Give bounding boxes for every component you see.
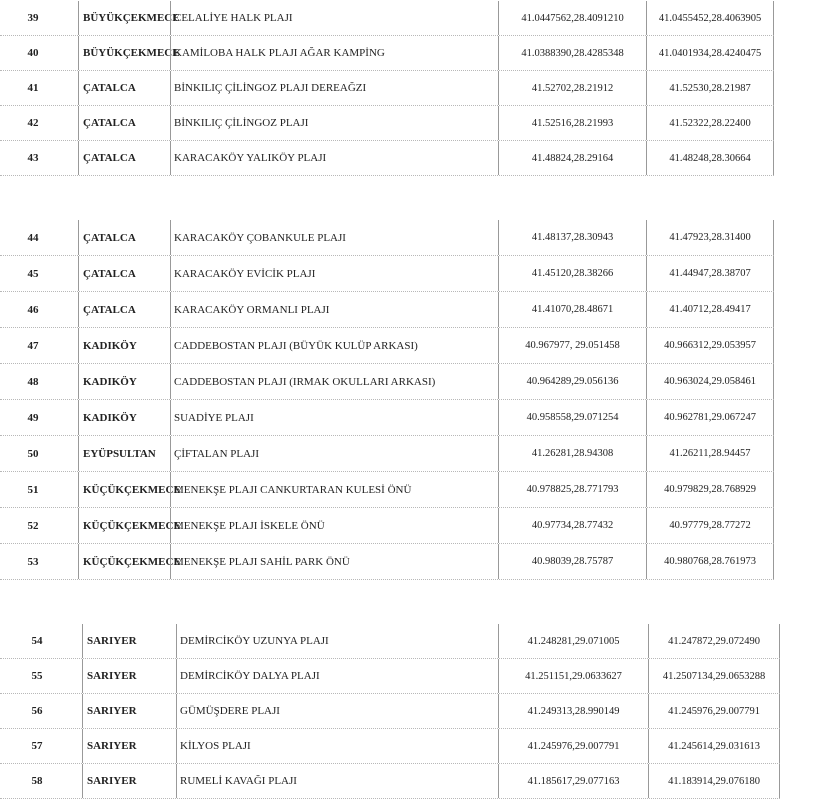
table-row (0, 106, 774, 141)
end-coordinate-cell: 41.47923,28.31400 (646, 220, 774, 255)
row-number: 39 (27, 12, 39, 24)
start-coordinate-cell: 41.48824,28.29164 (498, 141, 646, 175)
district-cell: SARIYER (82, 729, 174, 763)
beach-table-block-1 (0, 0, 814, 174)
start-coordinate-cell: 41.248281,29.071005 (498, 624, 648, 658)
table-row (0, 544, 774, 580)
table-row (0, 472, 774, 508)
beach-name-cell: DEMİRCİKÖY DALYA PLAJI (176, 659, 498, 693)
beach-name-cell: SUADİYE PLAJI (170, 400, 498, 435)
start-coordinate-cell: 41.48137,28.30943 (498, 220, 646, 255)
district-cell: KÜÇÜKÇEKMECE (78, 544, 170, 579)
beach-name-cell: MENEKŞE PLAJI CANKURTARAN KULESİ ÖNÜ (170, 472, 498, 507)
start-coordinate-cell: 40.967977, 29.051458 (498, 328, 646, 363)
end-coordinate-cell: 41.26211,28.94457 (646, 436, 774, 471)
row-number: 49 (27, 411, 39, 424)
row-number: 53 (27, 555, 39, 568)
start-coordinate-cell: 41.45120,28.38266 (498, 256, 646, 291)
beach-name-cell: KAMİLOBA HALK PLAJI AĞAR KAMPİNG (170, 36, 498, 70)
start-coordinate-cell: 40.958558,29.071254 (498, 400, 646, 435)
district-cell: KADIKÖY (78, 328, 170, 363)
beach-name-cell: BİNKILIÇ ÇİLİNGOZ PLAJI (170, 106, 498, 140)
beach-name-cell: KARACAKÖY ÇOBANKULE PLAJI (170, 220, 498, 255)
end-coordinate-cell: 41.40712,28.49417 (646, 292, 774, 327)
row-number: 56 (31, 705, 43, 717)
beach-name-cell: KARACAKÖY ORMANLI PLAJI (170, 292, 498, 327)
table-row (0, 220, 774, 256)
start-coordinate-cell: 41.26281,28.94308 (498, 436, 646, 471)
beach-name-cell: KARACAKÖY EVİCİK PLAJI (170, 256, 498, 291)
row-number: 42 (27, 117, 39, 129)
row-number: 50 (27, 447, 39, 460)
district-cell: ÇATALCA (78, 220, 170, 255)
end-coordinate-cell: 40.966312,29.053957 (646, 328, 774, 363)
start-coordinate-cell: 41.0447562,28.4091210 (498, 1, 646, 35)
start-coordinate-cell: 41.41070,28.48671 (498, 292, 646, 327)
beach-name-cell: CADDEBOSTAN PLAJI (BÜYÜK KULÜP ARKASI) (170, 328, 498, 363)
beach-name-cell: GÜMÜŞDERE PLAJI (176, 694, 498, 728)
end-coordinate-cell: 41.183914,29.076180 (648, 764, 780, 798)
row-number: 48 (27, 375, 39, 388)
end-coordinate-cell: 41.52530,28.21987 (646, 71, 774, 105)
table-row (0, 141, 774, 176)
table-row (0, 659, 780, 694)
district-cell: SARIYER (82, 624, 174, 658)
row-number: 52 (27, 519, 39, 532)
district-cell: BÜYÜKÇEKMECE (78, 36, 170, 70)
table-row (0, 508, 774, 544)
end-coordinate-cell: 41.2507134,29.0653288 (648, 659, 780, 693)
district-cell: SARIYER (82, 764, 174, 798)
beach-name-cell: MENEKŞE PLAJI SAHİL PARK ÖNÜ (170, 544, 498, 579)
district-cell: KADIKÖY (78, 400, 170, 435)
beach-name-cell: DEMİRCİKÖY UZUNYA PLAJI (176, 624, 498, 658)
district-cell: KÜÇÜKÇEKMECE (78, 472, 170, 507)
end-coordinate-cell: 41.245976,29.007791 (648, 694, 780, 728)
end-coordinate-cell: 40.963024,29.058461 (646, 364, 774, 399)
district-cell: ÇATALCA (78, 106, 170, 140)
table-row (0, 328, 774, 364)
row-number: 45 (27, 267, 39, 280)
table-row (0, 436, 774, 472)
district-cell: ÇATALCA (78, 256, 170, 291)
district-cell: ÇATALCA (78, 141, 170, 175)
table-row (0, 624, 780, 659)
beach-name-cell: ÇİFTALAN PLAJI (170, 436, 498, 471)
beach-name-cell: CELALİYE HALK PLAJI (170, 1, 498, 35)
table-row (0, 694, 780, 729)
end-coordinate-cell: 40.962781,29.067247 (646, 400, 774, 435)
table-row (0, 256, 774, 292)
row-number: 46 (27, 303, 39, 316)
end-coordinate-cell: 40.980768,28.761973 (646, 544, 774, 579)
table-row (0, 729, 780, 764)
row-number: 43 (27, 152, 39, 164)
beach-name-cell: MENEKŞE PLAJI İSKELE ÖNÜ (170, 508, 498, 543)
start-coordinate-cell: 40.98039,28.75787 (498, 544, 646, 579)
start-coordinate-cell: 41.251151,29.0633627 (498, 659, 648, 693)
start-coordinate-cell: 41.52516,28.21993 (498, 106, 646, 140)
end-coordinate-cell: 41.52322,28.22400 (646, 106, 774, 140)
district-cell: BÜYÜKÇEKMECE (78, 1, 170, 35)
district-cell: EYÜPSULTAN (78, 436, 170, 471)
district-cell: SARIYER (82, 659, 174, 693)
row-number: 57 (31, 740, 43, 752)
row-number: 41 (27, 82, 39, 94)
row-number: 40 (27, 47, 39, 59)
end-coordinate-cell: 41.0401934,28.4240475 (646, 36, 774, 70)
start-coordinate-cell: 41.249313,28.990149 (498, 694, 648, 728)
beach-name-cell: RUMELİ KAVAĞI PLAJI (176, 764, 498, 798)
row-number: 47 (27, 339, 39, 352)
district-cell: SARIYER (82, 694, 174, 728)
table-row (0, 1, 774, 36)
end-coordinate-cell: 41.247872,29.072490 (648, 624, 780, 658)
beach-table-block-2 (0, 220, 814, 572)
beach-name-cell: KİLYOS PLAJI (176, 729, 498, 763)
table-row (0, 292, 774, 328)
end-coordinate-cell: 40.979829,28.768929 (646, 472, 774, 507)
row-number: 51 (27, 483, 39, 496)
district-cell: ÇATALCA (78, 292, 170, 327)
table-row (0, 71, 774, 106)
start-coordinate-cell: 40.978825,28.771793 (498, 472, 646, 507)
beach-table-block-3 (0, 624, 814, 794)
beach-name-cell: BİNKILIÇ ÇİLİNGOZ PLAJI DEREAĞZI (170, 71, 498, 105)
end-coordinate-cell: 41.48248,28.30664 (646, 141, 774, 175)
start-coordinate-cell: 40.97734,28.77432 (498, 508, 646, 543)
row-number: 58 (31, 775, 43, 787)
row-number: 55 (31, 670, 43, 682)
table-row (0, 400, 774, 436)
row-number: 54 (31, 635, 43, 647)
start-coordinate-cell: 41.245976,29.007791 (498, 729, 648, 763)
end-coordinate-cell: 41.44947,28.38707 (646, 256, 774, 291)
start-coordinate-cell: 41.0388390,28.4285348 (498, 36, 646, 70)
district-cell: KADIKÖY (78, 364, 170, 399)
start-coordinate-cell: 41.185617,29.077163 (498, 764, 648, 798)
district-cell: ÇATALCA (78, 71, 170, 105)
table-row (0, 364, 774, 400)
district-cell: KÜÇÜKÇEKMECE (78, 508, 170, 543)
start-coordinate-cell: 40.964289,29.056136 (498, 364, 646, 399)
table-row (0, 36, 774, 71)
end-coordinate-cell: 41.0455452,28.4063905 (646, 1, 774, 35)
beach-name-cell: CADDEBOSTAN PLAJI (IRMAK OKULLARI ARKASI) (170, 364, 498, 399)
row-number: 44 (27, 231, 39, 244)
beach-name-cell: KARACAKÖY YALIKÖY PLAJI (170, 141, 498, 175)
end-coordinate-cell: 40.97779,28.77272 (646, 508, 774, 543)
end-coordinate-cell: 41.245614,29.031613 (648, 729, 780, 763)
start-coordinate-cell: 41.52702,28.21912 (498, 71, 646, 105)
